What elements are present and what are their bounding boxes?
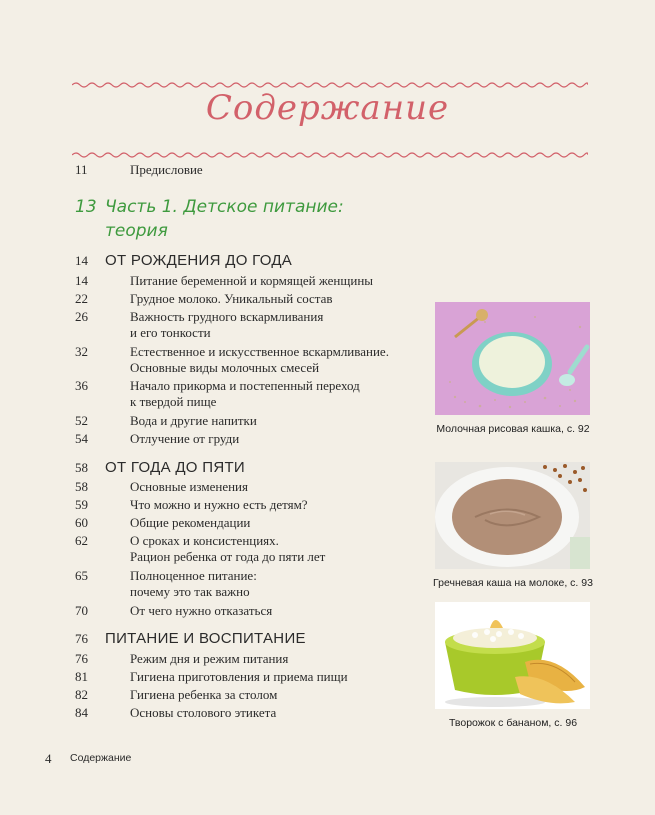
section-title: ОТ ГОДА ДО ПЯТИ: [105, 459, 245, 476]
toc-entry-label: Естественное и искусственное вскармливание.: [130, 344, 389, 359]
toc-page-number: 36: [75, 378, 88, 393]
cottage-cheese-banana-photo: [435, 602, 590, 709]
toc-entry-label: Гигиена ребенка за столом: [130, 687, 278, 702]
toc-page-number: 11: [75, 162, 88, 177]
toc-page-number: 14: [75, 273, 88, 288]
section-page-number: 14: [75, 253, 88, 268]
toc-entry-label-line2: и его тонкости: [130, 325, 211, 340]
toc-entry-label: Режим дня и режим питания: [130, 651, 289, 666]
toc-page-number: 76: [75, 651, 88, 666]
part-page-number: 13: [75, 197, 97, 217]
toc-entry-label-line2: Основные виды молочных смесей: [130, 360, 320, 375]
toc-entry-label: От чего нужно отказаться: [130, 603, 273, 618]
toc-entry-label: Общие рекомендации: [130, 515, 251, 530]
section-page-number: 58: [75, 460, 88, 475]
toc-entry-label: Грудное молоко. Уникальный состав: [130, 291, 333, 306]
section-title: ПИТАНИЕ И ВОСПИТАНИЕ: [105, 630, 306, 647]
page-number: 4: [45, 751, 52, 766]
toc-page-number: 84: [75, 705, 88, 720]
page-title: Содержание: [205, 88, 450, 128]
toc-page-number: 60: [75, 515, 88, 530]
rice-porridge-photo: [435, 302, 590, 415]
toc-page-number: 82: [75, 687, 88, 702]
section-title: ОТ РОЖДЕНИЯ ДО ГОДА: [105, 252, 293, 269]
toc-page-number: 65: [75, 568, 88, 583]
toc-entry-label: Отлучение от груди: [130, 431, 240, 446]
buckwheat-porridge-photo: [435, 462, 590, 569]
toc-entry-label: Полноценное питание:: [130, 568, 257, 583]
running-footer-label: Содержание: [70, 752, 132, 764]
toc-page-number: 62: [75, 533, 88, 548]
photo-caption: Гречневая каша на молоке, с. 93: [433, 577, 593, 589]
toc-entry-label: Основы столового этикета: [130, 705, 277, 720]
toc-page-number: 70: [75, 603, 88, 618]
toc-entry-label: Вода и другие напитки: [130, 413, 257, 428]
toc-entry-label-line2: к твердой пище: [130, 394, 217, 409]
toc-page-number: 26: [75, 309, 88, 324]
toc-page-number: 59: [75, 497, 88, 512]
section-page-number: 76: [75, 631, 88, 646]
part-title: Часть 1. Детское питание: теория: [105, 197, 344, 241]
toc-page-number: 32: [75, 344, 88, 359]
toc-page-number: 81: [75, 669, 88, 684]
toc-entry-label: Важность грудного вскармливания: [130, 309, 324, 324]
photo-caption: Молочная рисовая кашка, с. 92: [436, 423, 590, 435]
toc-page-number: 58: [75, 479, 88, 494]
toc-entry-label: Предисловие: [130, 162, 203, 177]
photo-caption: Творожок с бананом, с. 96: [448, 717, 578, 729]
toc-entry-label-line2: Рацион ребенка от года до пяти лет: [130, 549, 326, 564]
toc-entry-label: Питание беременной и кормящей женщины: [130, 273, 374, 288]
toc-page-number: 22: [75, 291, 88, 306]
toc-entry-label: Гигиена приготовления и приема пищи: [130, 669, 348, 684]
toc-entry-label-line2: почему это так важно: [130, 584, 250, 599]
bottom-wavy-divider: [72, 150, 588, 160]
toc-entry-label: Что можно и нужно есть детям?: [130, 497, 308, 512]
toc-entry-label: Основные изменения: [130, 479, 248, 494]
toc-page-number: 54: [75, 431, 88, 446]
toc-entry-label: О сроках и консистенциях.: [130, 533, 279, 548]
toc-page-number: 52: [75, 413, 88, 428]
toc-entry-label: Начало прикорма и постепенный переход: [130, 378, 360, 393]
